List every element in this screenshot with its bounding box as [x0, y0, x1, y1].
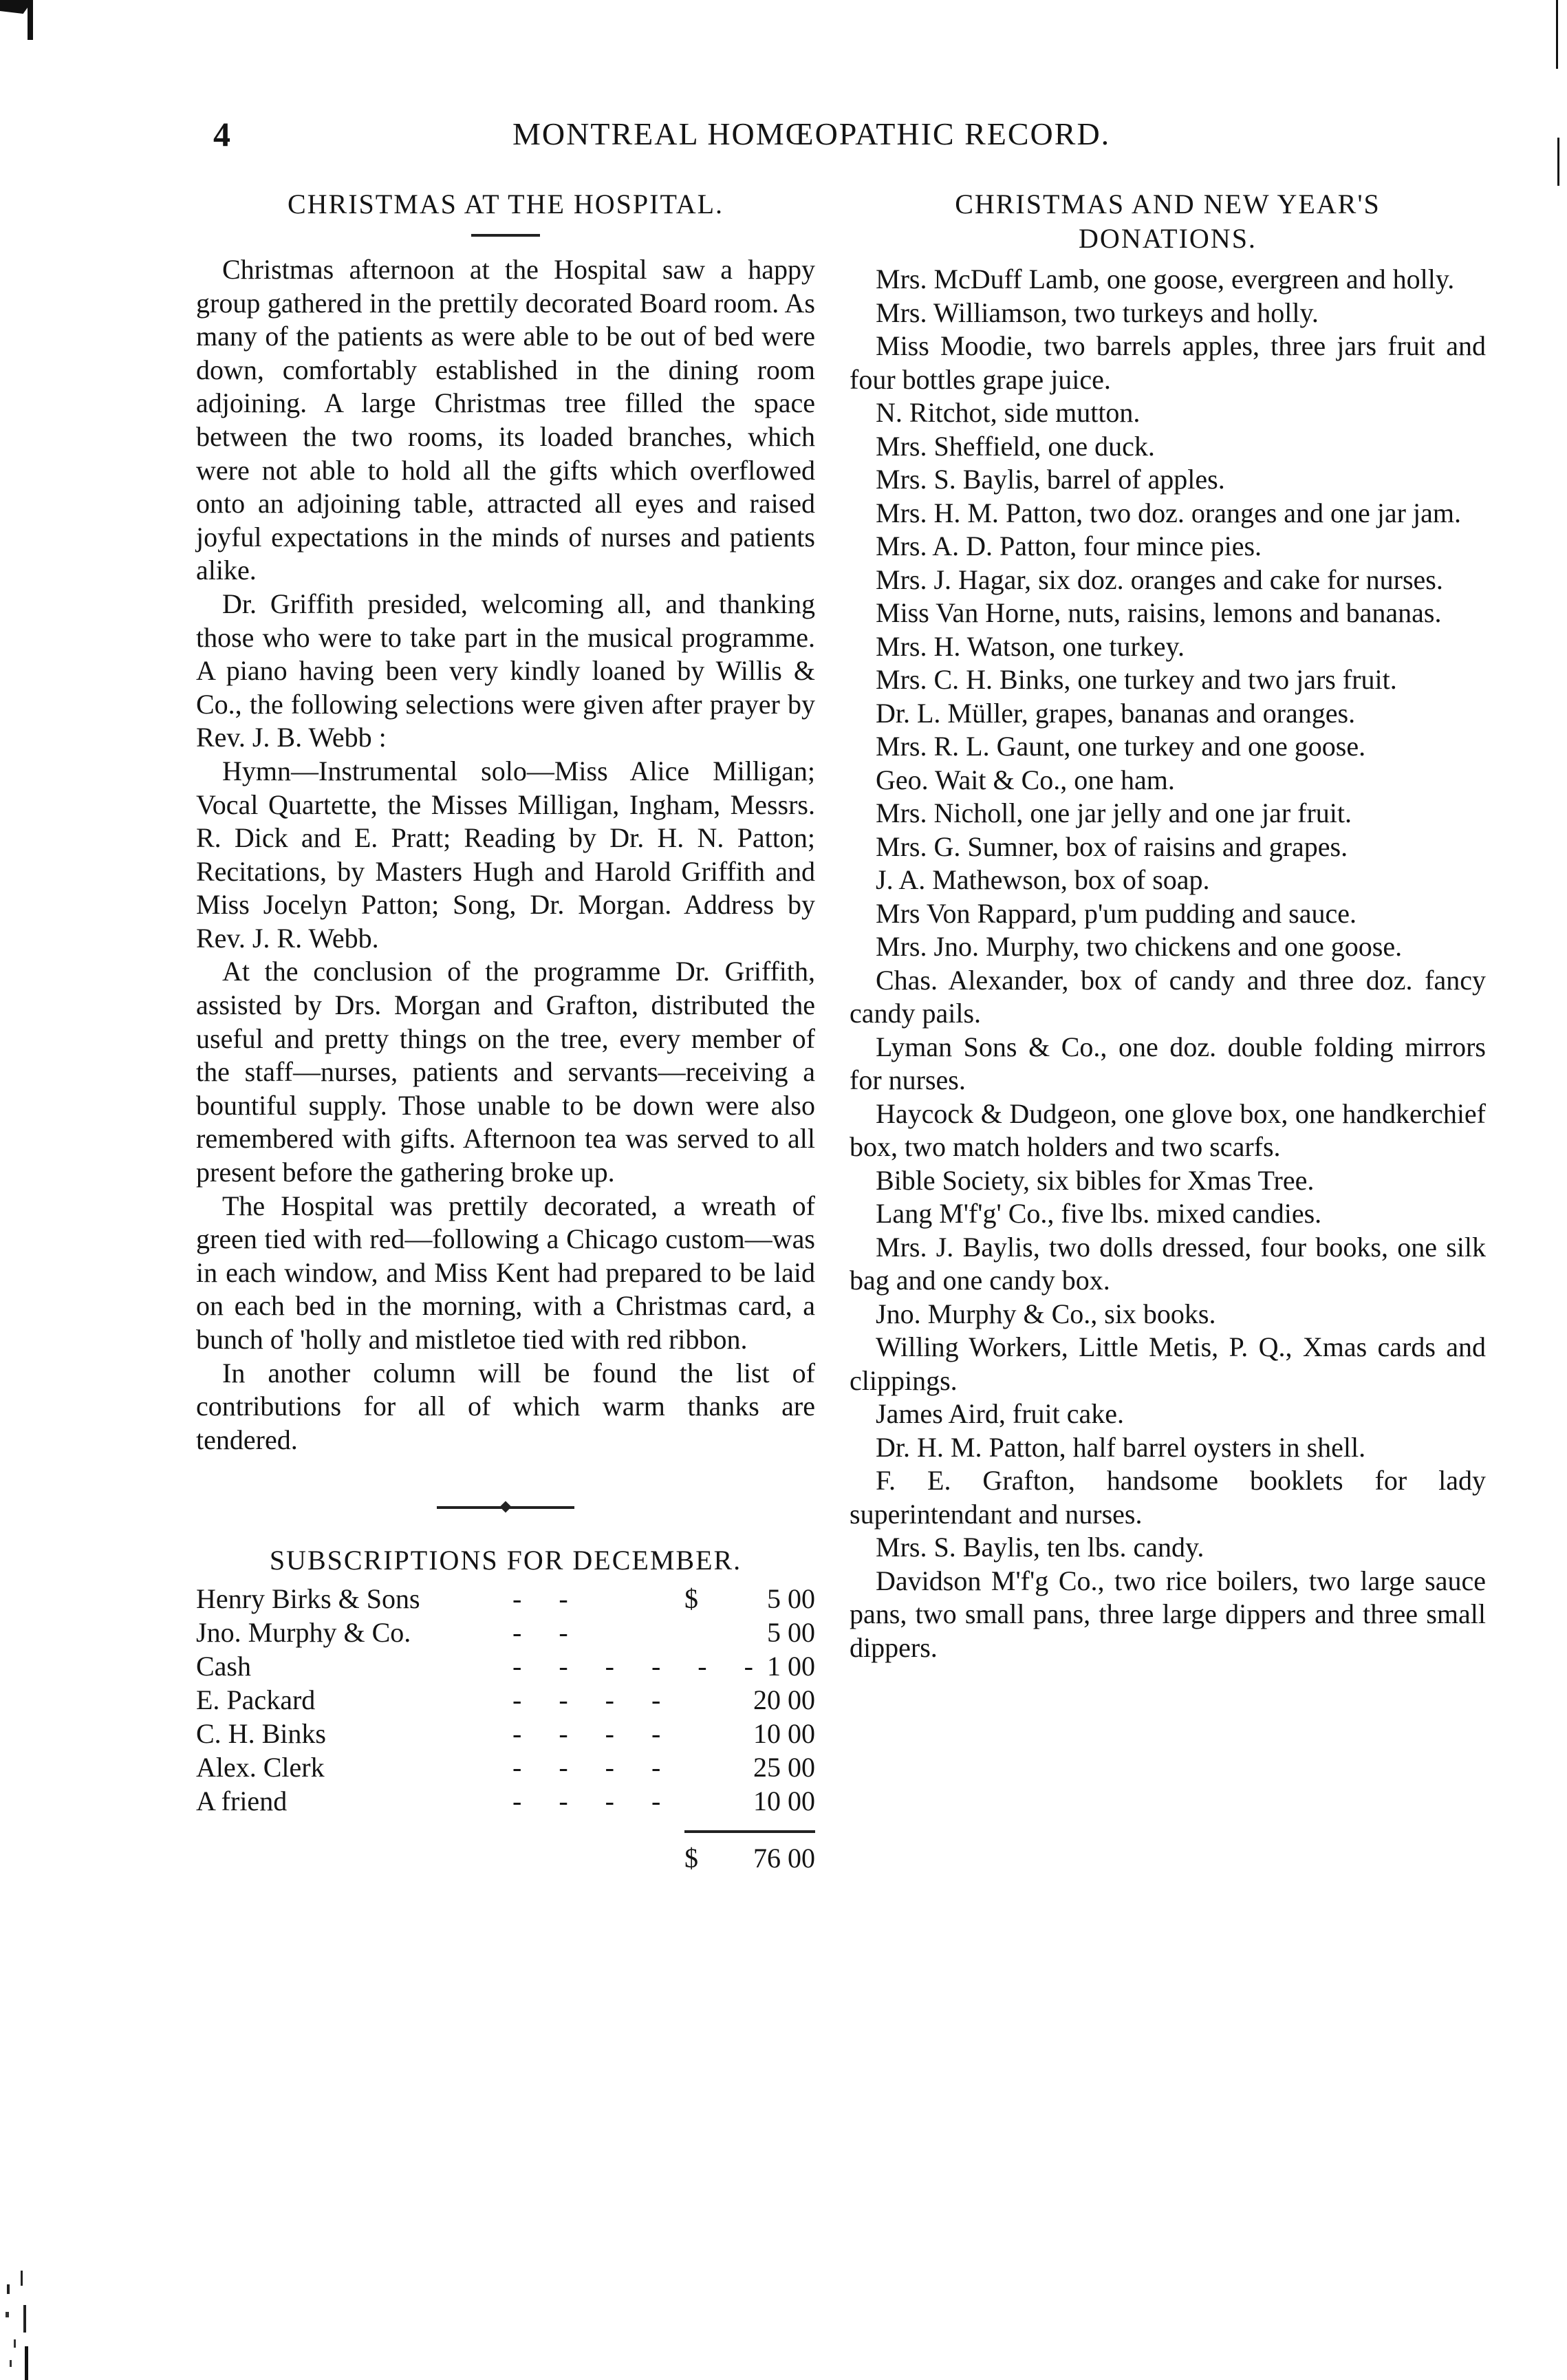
donation-entry: Mrs. Williamson, two turkeys and holly.: [876, 297, 1319, 328]
donation-entry: Mrs. H. Watson, one turkey.: [876, 630, 1185, 662]
donation-entry: Mrs. H. M. Patton, two doz. oranges and one jar jam.: [876, 497, 1461, 528]
heading-rule: [471, 234, 540, 237]
donation-entry: Mrs. S. Baylis, barrel of apples.: [876, 464, 1225, 495]
donation-entry: Mrs Von Rappard, p'um pudding and sauce.: [876, 897, 1357, 929]
dot-leader: - -: [512, 1583, 583, 1615]
subscription-amount: 5 00: [767, 1583, 815, 1615]
donation-entry: Mrs. J. Hagar, six doz. oranges and cake for nurses.: [876, 564, 1443, 595]
christmas-paragraph: At the conclusion of the programme Dr. Griffith, assisted by Drs. Morgan and Grafton, distributed the useful and pretty things on the tree, every member of the staff—nurses, patients and servants—receiving a bountiful supply. Those unable to be down were also remembered with gifts. Afternoon tea was served to all present before the gathering broke up.: [196, 956, 815, 1188]
donation-entry: Lang M'f'g' Co., five lbs. mixed candies.: [876, 1198, 1322, 1229]
currency-sign: [671, 1750, 712, 1784]
dot-leader: - - - - - -: [512, 1651, 768, 1682]
donations-heading-line-2: DONATIONS.: [1079, 223, 1257, 254]
subscription-amount: 10 00: [753, 1718, 815, 1750]
subscriptions-heading: SUBSCRIPTIONS FOR DECEMBER.: [269, 1545, 742, 1576]
donation-entry: Mrs. C. H. Binks, one turkey and two jars fruit.: [876, 664, 1397, 695]
running-header: [199, 114, 1486, 155]
subscriber-name: A friend: [196, 1786, 288, 1817]
donation-entry: Lyman Sons & Co., one doz. double folding mirrors for nurses.: [850, 1031, 1486, 1095]
dot-leader: - - - -: [512, 1684, 676, 1716]
subscriber-name: Cash: [196, 1651, 251, 1682]
currency-sign: [671, 1784, 712, 1818]
donation-entry: Chas. Alexander, box of candy and three doz. fancy candy pails.: [850, 964, 1486, 1029]
donation-entry: James Aird, fruit cake.: [876, 1398, 1124, 1429]
donation-entry: Mrs. McDuff Lamb, one goose, evergreen and holly.: [876, 264, 1455, 294]
subscription-row: [196, 1616, 815, 1649]
donation-entry: Miss Moodie, two barrels apples, three jars fruit and four bottles grape juice.: [850, 330, 1486, 395]
left-column: [196, 187, 815, 1875]
journal-title: MONTREAL HOMŒOPATHIC RECORD.: [512, 116, 1111, 151]
currency-sign: [671, 1616, 712, 1649]
currency-sign: [671, 1649, 712, 1683]
subscriptions-total: [196, 1841, 815, 1875]
scan-corner-stroke: [28, 0, 33, 40]
donation-entry: Davidson M'f'g Co., two rice boilers, two large sauce pans, two small pans, three large dippers and three small dippers.: [850, 1565, 1486, 1663]
subscription-amount: 10 00: [753, 1786, 815, 1817]
donation-entry: Mrs. J. Baylis, two dolls dressed, four books, one silk bag and one candy box.: [850, 1231, 1486, 1296]
subscription-row: [196, 1582, 815, 1616]
donation-entry: Mrs. Sheffield, one duck.: [876, 430, 1155, 462]
subscriber-name: Alex. Clerk: [196, 1752, 325, 1783]
subscription-amount: 5 00: [767, 1617, 815, 1649]
subscription-row: [196, 1784, 815, 1818]
donation-entry: Bible Society, six bibles for Xmas Tree.: [876, 1164, 1315, 1196]
donation-entry: J. A. Mathewson, box of soap.: [876, 864, 1210, 895]
donation-entry: Mrs. Nicholl, one jar jelly and one jar fruit.: [876, 797, 1352, 828]
donation-entry: Jno. Murphy & Co., six books.: [876, 1298, 1216, 1329]
donations-heading-line-1: CHRISTMAS AND NEW YEAR'S: [955, 189, 1381, 219]
christmas-heading: CHRISTMAS AT THE HOSPITAL.: [287, 189, 724, 219]
dot-leader: - - - -: [512, 1718, 676, 1750]
subscription-row: [196, 1717, 815, 1750]
christmas-paragraph: The Hospital was prettily decorated, a wreath of green tied with red—following a Chicago custom—was in each window, and Miss Kent had prepared to be laid on each bed in the morning, with a Christmas card, a bunch of 'holly and mistletoe tied with red ribbon.: [196, 1190, 815, 1355]
page-number: 4: [213, 115, 230, 153]
donation-entry: F. E. Grafton, handsome booklets for lady superintendant and nurses.: [850, 1465, 1486, 1530]
dot-leader: - - - -: [512, 1786, 676, 1817]
total-amount: 76 00: [753, 1843, 815, 1874]
scan-edge-rule: [1556, 0, 1558, 69]
scan-edge-rule-lower: [1557, 138, 1559, 186]
donation-entry: N. Ritchot, side mutton.: [876, 397, 1141, 428]
donation-entry: Mrs. Jno. Murphy, two chickens and one goose.: [876, 931, 1403, 962]
scan-edge-specks: [0, 2271, 62, 2380]
subscriber-name: C. H. Binks: [196, 1718, 326, 1750]
subscriber-name: Jno. Murphy & Co.: [196, 1617, 411, 1649]
right-column: [850, 187, 1486, 1664]
subscription-row: [196, 1683, 815, 1717]
donation-entry: Willing Workers, Little Metis, P. Q., Xmas cards and clippings.: [850, 1331, 1486, 1396]
donation-entry: Dr. H. M. Patton, half barrel oysters in shell.: [876, 1431, 1366, 1463]
total-rule: [684, 1830, 815, 1833]
subscriptions-table: [196, 1582, 815, 1818]
subscriber-name: Henry Birks & Sons: [196, 1583, 420, 1615]
christmas-paragraph: Hymn—Instrumental solo—Miss Alice Milligan; Vocal Quartette, the Misses Milligan, Ingham, Messrs. R. Dick and E. Pratt; Reading by Dr. H. N. Patton; Recitations, by Masters Hugh and Harold Griffith and Miss Jocelyn Patton; Song, Dr. Morgan. Address by Rev. J. R. Webb.: [196, 755, 815, 954]
currency-sign: [671, 1717, 712, 1750]
currency-sign: $: [684, 1583, 698, 1615]
currency-sign: $: [684, 1843, 698, 1874]
christmas-paragraph: Christmas afternoon at the Hospital saw a happy group gathered in the prettily decorated Board room. As many of the patients as were able to be out of bed were down, comfortably established in the dining room adjoining. A large Christmas tree filled the space between the two rooms, its loaded branches, which were not able to hold all the gifts which overflowed onto an adjoining table, attracted all eyes and raised joyful expectations in the minds of nurses and patients alike.: [196, 254, 815, 586]
christmas-paragraph: Dr. Griffith presided, welcoming all, and thanking those who were to take part in the musical programme. A piano having been very kindly loaned by Willis & Co., the following selections were given after prayer by Rev. J. B. Webb :: [196, 588, 815, 753]
ornament-divider: [437, 1506, 574, 1509]
donations-heading: [850, 187, 1486, 256]
dot-leader: - -: [512, 1617, 583, 1649]
dot-leader: - - - -: [512, 1752, 676, 1783]
donation-entry: Mrs. R. L. Gaunt, one turkey and one goose.: [876, 731, 1366, 762]
donation-entry: Miss Van Horne, nuts, raisins, lemons and bananas.: [876, 597, 1442, 628]
donation-entry: Mrs. A. D. Patton, four mince pies.: [876, 530, 1262, 561]
subscription-amount: 1 00: [767, 1651, 815, 1682]
subscription-row: [196, 1750, 815, 1784]
christmas-paragraph: In another column will be found the list of contributions for all of which warm thanks are tendered.: [196, 1357, 815, 1455]
subscription-amount: 25 00: [753, 1752, 815, 1783]
subscriber-name: E. Packard: [196, 1684, 316, 1716]
subscription-row: [196, 1649, 815, 1683]
donation-entry: Mrs. G. Sumner, box of raisins and grapes.: [876, 830, 1348, 862]
donation-entry: Geo. Wait & Co., one ham.: [876, 764, 1175, 795]
subscription-amount: 20 00: [753, 1684, 815, 1716]
currency-sign: [671, 1683, 712, 1717]
donation-entry: Dr. L. Müller, grapes, bananas and oranges.: [876, 697, 1356, 729]
donation-entry: Mrs. S. Baylis, ten lbs. candy.: [876, 1532, 1204, 1563]
donation-entry: Haycock & Dudgeon, one glove box, one handkerchief box, two match holders and two scarfs.: [850, 1097, 1486, 1162]
